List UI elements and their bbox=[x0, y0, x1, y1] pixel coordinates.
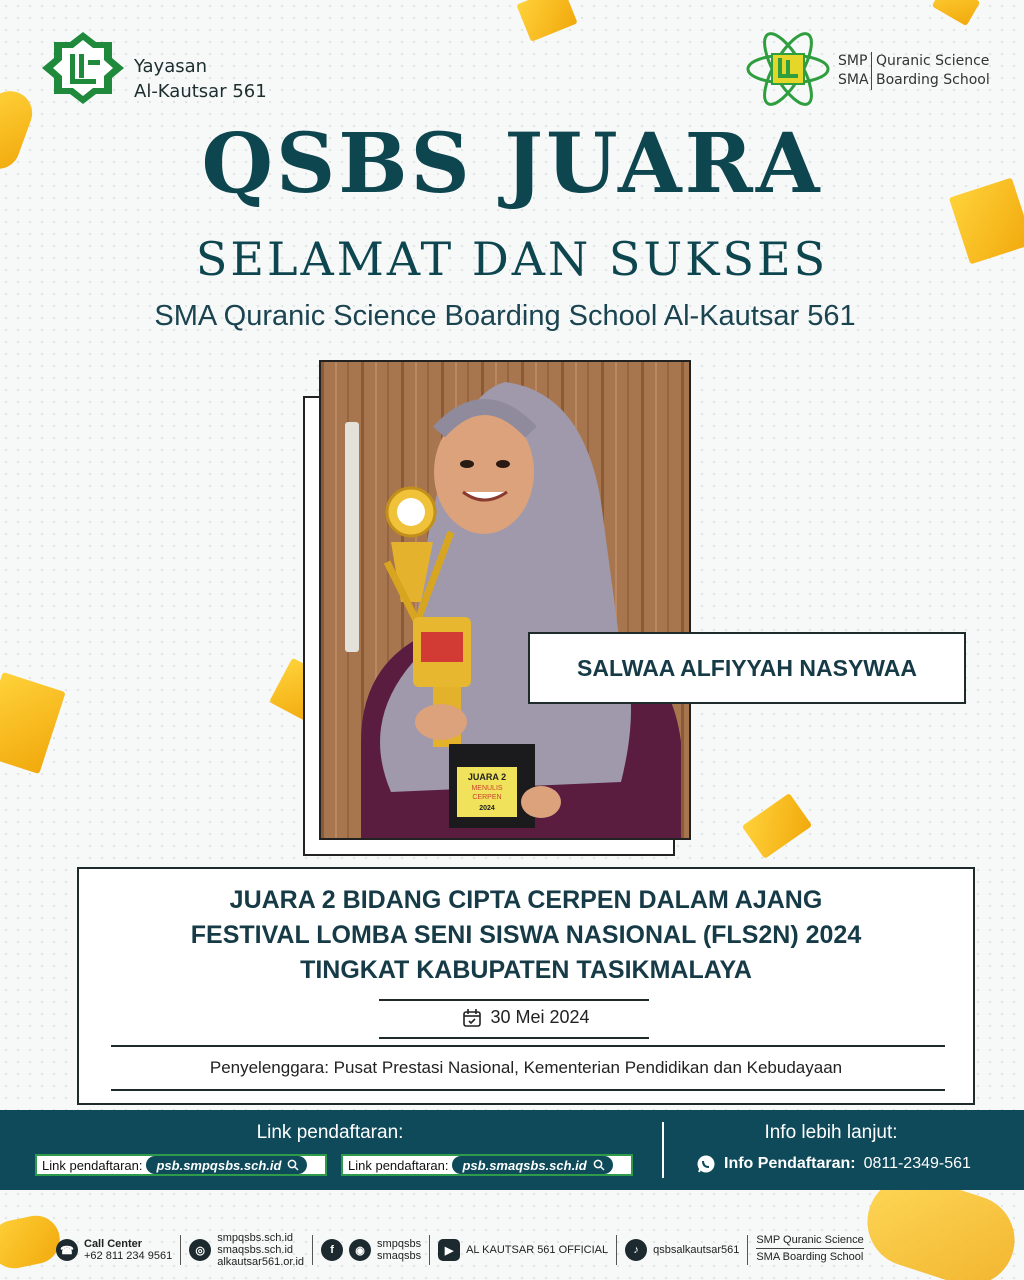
footer-school-name: SMP Quranic Science SMA Boarding School bbox=[756, 1234, 864, 1263]
confetti-piece bbox=[932, 0, 981, 26]
organizer-text: Penyelenggara: Pusat Prestasi Nasional, Kementerian Pendidikan dan Kebudayaan bbox=[209, 1058, 843, 1077]
info-heading: Info lebih lanjut: bbox=[764, 1122, 898, 1143]
confetti-piece bbox=[742, 793, 812, 859]
footer-tiktok[interactable]: ♪ qsbsalkautsar561 bbox=[617, 1232, 747, 1268]
trophy-plate-line4: 2024 bbox=[479, 805, 495, 812]
student-name: SALWAA ALFIYYAH NASYWAA bbox=[528, 632, 966, 704]
instagram-icon: ◉ bbox=[349, 1239, 371, 1261]
page-subtitle: SELAMAT DAN SUKSES bbox=[195, 232, 829, 286]
divider bbox=[111, 1045, 945, 1047]
footer-websites[interactable]: ◎ smpqsbs.sch.id smaqsbs.sch.id alkautsar561.or.id bbox=[181, 1232, 312, 1268]
registration-link-smp[interactable]: Link pendaftaran: psb.smpqsbs.sch.id bbox=[35, 1154, 327, 1176]
page-title: QSBS JUARA bbox=[201, 116, 823, 212]
confetti-piece bbox=[0, 672, 66, 774]
student-photo bbox=[319, 360, 691, 840]
registration-band bbox=[0, 1110, 1024, 1190]
school-wordmark: SMP Quranic Science SMA Boarding School bbox=[838, 53, 990, 88]
event-date: 30 Mei 2024 bbox=[79, 1007, 973, 1028]
tiktok-icon: ♪ bbox=[625, 1239, 647, 1261]
facebook-icon: f bbox=[321, 1239, 343, 1261]
achievement-card bbox=[77, 867, 975, 1105]
trophy-plate-line1: JUARA 2 bbox=[467, 772, 507, 782]
trophy-plate-line2: MENULIS bbox=[471, 785, 503, 792]
qsbs-atom-logo bbox=[744, 26, 832, 112]
divider bbox=[111, 1089, 945, 1091]
info-contact[interactable]: Info Pendaftaran: 0811-2349-561 bbox=[696, 1154, 971, 1174]
footer-call-center[interactable]: ☎ Call Center +62 811 234 9561 bbox=[48, 1232, 180, 1268]
registration-link-sma[interactable]: Link pendaftaran: psb.smaqsbs.sch.id bbox=[341, 1154, 633, 1176]
foundation-name: Yayasan Al-Kautsar 561 bbox=[134, 56, 267, 102]
footer-social[interactable]: f ◉ smpqsbs smaqsbs bbox=[313, 1232, 429, 1268]
achievement-title: JUARA 2 BIDANG CIPTA CERPEN DALAM AJANG FESTIVAL LOMBA SENI SISWA NASIONAL (FLS2N) 2024 TINGKAT KABUPATEN TASIKMALAYA bbox=[190, 886, 862, 984]
trophy-plate-line3: CERPEN bbox=[472, 794, 502, 801]
globe-icon: ◎ bbox=[189, 1239, 211, 1261]
yayasan-logo bbox=[40, 30, 126, 106]
whatsapp-icon bbox=[696, 1154, 716, 1174]
confetti-piece bbox=[516, 0, 577, 42]
search-icon bbox=[287, 1159, 299, 1171]
phone-icon: ☎ bbox=[56, 1239, 78, 1261]
school-name: SMA Quranic Science Boarding School Al-Kautsar 561 bbox=[154, 300, 856, 332]
youtube-icon: ▶ bbox=[438, 1239, 460, 1261]
calendar-icon bbox=[462, 1008, 482, 1028]
footer-youtube[interactable]: ▶ AL KAUTSAR 561 OFFICIAL bbox=[430, 1232, 616, 1268]
divider bbox=[379, 999, 649, 1001]
footer bbox=[48, 1222, 988, 1278]
search-icon bbox=[593, 1159, 605, 1171]
divider bbox=[379, 1037, 649, 1039]
registration-heading: Link pendaftaran: bbox=[256, 1122, 404, 1143]
